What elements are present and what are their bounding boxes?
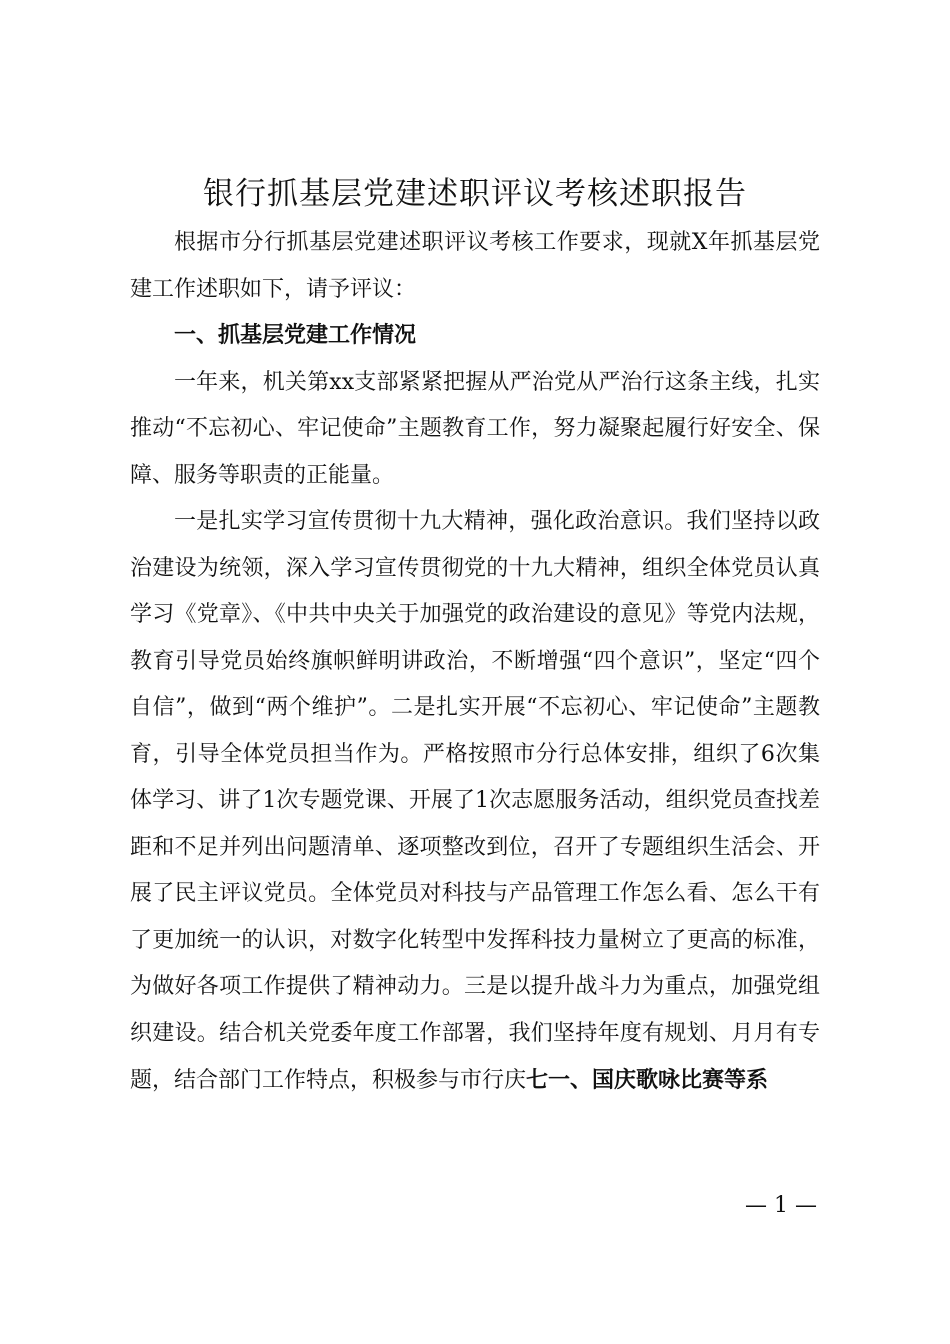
paragraph-2-bold-tail: 七一、国庆歌咏比赛等系: [526, 1067, 769, 1093]
document-title: 银行抓基层党建述职评议考核述职报告: [203, 176, 747, 212]
section-heading: 一、抓基层党建工作情况: [174, 323, 417, 348]
intro-paragraph: 根据市分行抓基层党建述职评议考核工作要求，现就X年抓基层党建工作述职如下，请予评议：: [130, 230, 820, 302]
body-paragraph-2: [130, 499, 820, 1105]
body-paragraph-1: 一年来，机关第xx支部紧紧把握从严治党从严治行这条主线，扎实推动“不忘初心、牢记使命”主题教育工作，努力凝聚起履行好安全、保障、服务等职责的正能量。: [130, 369, 820, 488]
paragraph-2-text: 一是扎实学习宣传贯彻十九大精神，强化政治意识。我们坚持以政治建设为统领，深入学习宣传贯彻党的十九大精神，组织全体党员认真学习《党章》、《中共中央关于加强党的政治建设的意见》等党内法规，教育引导党员始终旗帜鲜明讲政治，不断增强“四个意识”，坚定“四个自信”，做到“两个维护”。二是扎实开展“不忘初心、牢记使命”主题教育，引导全体党员担当作为。严格按照市分行总体安排，组织了6次集体学习、讲了1次专题党课、开展了1次志愿服务活动，组织党员查找差距和不足并列出问题清单、逐项整改到位，召开了专题组织生活会、开展了民主评议党员。全体党员对科技与产品管理工作怎么看、怎么干有了更加统一的认识，对数字化转型中发挥科技力量树立了更高的标准，为做好各项工作提供了精神动力。三是以提升战斗力为重点，加强党组织建设。结合机关党委年度工作部署，我们坚持年度有规划、月月有专题，结合部门工作特点，积极参与市行庆: [130, 509, 820, 1093]
page-number: — 1 —: [745, 1193, 817, 1218]
document-body: [130, 220, 820, 1105]
